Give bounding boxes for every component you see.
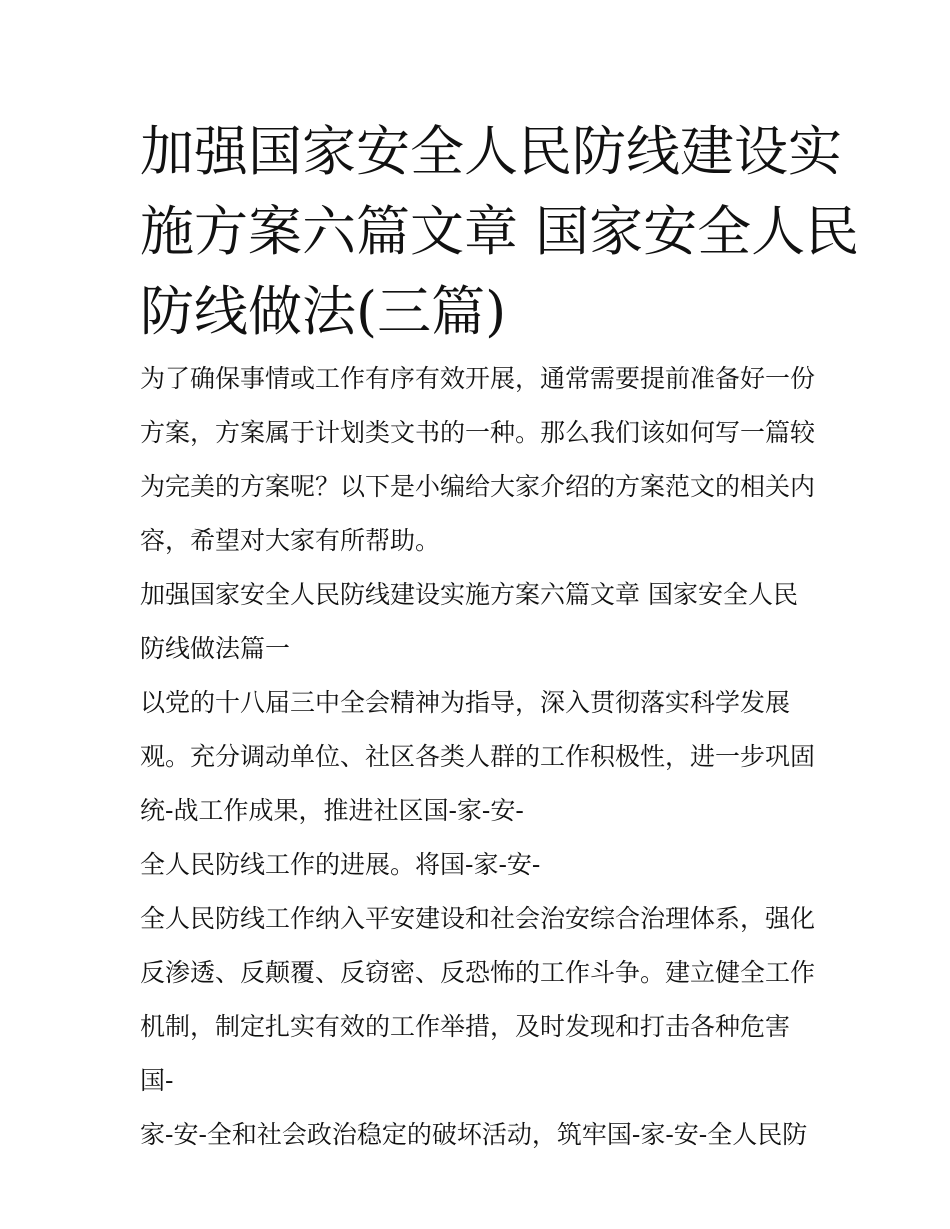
- body-line: 反渗透、反颠覆、反窃密、反恐怖的工作斗争。建立健全工作: [140, 958, 816, 987]
- body-line: 为完美的方案呢？以下是小编给大家介绍的方案范文的相关内: [140, 472, 816, 501]
- section-heading-line: 加强国家安全人民防线建设实施方案六篇文章 国家安全人民: [140, 580, 798, 609]
- body-line: 统-战工作成果，推进社区国-家-安-: [140, 796, 524, 825]
- body-line: 为了确保事情或工作有序有效开展，通常需要提前准备好一份: [140, 364, 816, 393]
- title-line: 防线做法(三篇): [140, 280, 507, 343]
- body-line: 家-安-全和社会政治稳定的破坏活动，筑牢国-家-安-全人民防: [140, 1120, 808, 1149]
- body-line: 全人民防线工作的进展。将国-家-安-: [140, 850, 541, 879]
- title-line: 加强国家安全人民防线建设实: [140, 120, 842, 183]
- body-line: 全人民防线工作纳入平安建设和社会治安综合治理体系，强化: [140, 904, 816, 933]
- body-line: 方案，方案属于计划类文书的一种。那么我们该如何写一篇较: [140, 418, 816, 447]
- document-title: [140, 112, 860, 352]
- body-line: 机制，制定扎实有效的工作举措，及时发现和打击各种危害: [140, 1012, 791, 1041]
- document-body: [140, 352, 840, 1162]
- body-line: 国-: [140, 1066, 174, 1095]
- body-line: 观。充分调动单位、社区各类人群的工作积极性，进一步巩固: [140, 742, 816, 771]
- section-heading-line: 防线做法篇一: [140, 634, 291, 663]
- body-line: 容，希望对大家有所帮助。: [140, 526, 441, 555]
- body-line: 以党的十八届三中全会精神为指导，深入贯彻落实科学发展: [140, 688, 791, 717]
- title-line: 施方案六篇文章 国家安全人民: [140, 200, 860, 263]
